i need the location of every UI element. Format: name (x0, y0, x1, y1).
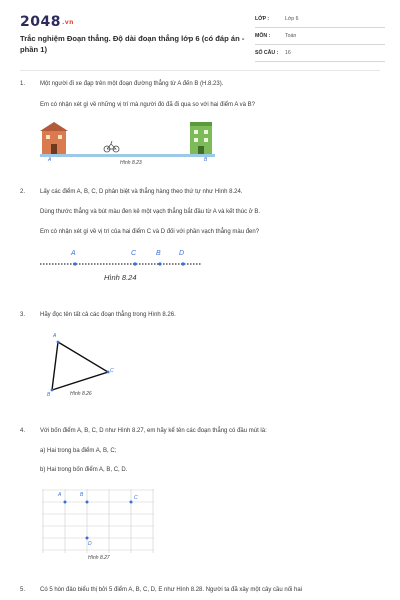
point-label-b: B (47, 392, 51, 398)
triangle-abc (52, 342, 108, 390)
point-c-dot (107, 371, 110, 374)
logo-suffix: .vn (61, 18, 74, 26)
question-text: Dùng thước thẳng và bút màu đen kẻ một vạch thẳng bắt đầu từ A và kết thúc ở B. (40, 209, 261, 215)
point-label-a: A (58, 492, 62, 498)
question-text: Lấy các điểm A, B, C, D phân biệt và thẳng hàng theo thứ tự như Hình 8.24. (40, 189, 243, 195)
figure-caption: Hình 8.23 (120, 160, 142, 166)
point-label-a: A (53, 333, 57, 339)
question-text: a) Hai trong ba điểm A, B, C; (40, 448, 117, 454)
logo-main: 2048 (20, 14, 61, 30)
bicycle-icon (104, 141, 119, 152)
question-text: b) Hai trong bốn điểm A, B, C, D. (40, 467, 128, 473)
header-divider (20, 70, 380, 71)
meta-value: Lớp 6 (285, 16, 299, 22)
figure-caption: Hình 8.26 (70, 391, 92, 397)
figure-8-24 (40, 250, 210, 288)
site-logo[interactable] (20, 14, 74, 30)
point-c-dot (133, 262, 136, 265)
question-text: Có 5 hòn đảo biểu thị bởi 5 điểm A, B, C, D, E như Hình 8.28. Người ta đã xây một cây cầu nối hai (40, 587, 303, 593)
point-b-dot (86, 501, 89, 504)
meta-label: SỐ CÂU : (255, 50, 279, 56)
question-number: 4. (20, 428, 26, 434)
point-label-c: C (131, 250, 137, 257)
point-label-c: C (110, 368, 114, 374)
figure-caption: Hình 8.24 (104, 273, 137, 282)
point-label-d: D (179, 250, 185, 257)
road-line (40, 154, 215, 157)
point-d-dot (181, 262, 184, 265)
building-icon (190, 122, 212, 154)
point-c-dot (130, 501, 133, 504)
meta-value: 16 (285, 50, 291, 56)
point-b-dot (158, 262, 161, 265)
meta-label: LỚP : (255, 16, 270, 22)
meta-row-count (255, 48, 385, 62)
question-text: Một người đi xe đạp trên một đoạn đường thẳng từ A đến B (H.8.23). (40, 81, 224, 87)
question-number: 2. (20, 189, 26, 195)
page-header (0, 0, 400, 64)
meta-row-class (255, 14, 385, 28)
point-d-dot (86, 537, 89, 540)
question-number: 5. (20, 587, 26, 593)
point-a-dot (64, 501, 67, 504)
meta-label: MÔN : (255, 33, 271, 39)
meta-value: Toán (285, 33, 297, 39)
school-icon (40, 122, 68, 154)
point-label-a: A (48, 157, 52, 163)
question-text: Với bốn điểm A, B, C, D như Hình 8.27, em hãy kể tên các đoạn thẳng có đầu mút là: (40, 428, 267, 434)
point-b-dot (51, 389, 54, 392)
figure-8-26 (44, 332, 124, 402)
point-label-b: B (80, 492, 84, 498)
point-label-b: B (156, 250, 161, 257)
document-title: Trắc nghiệm Đoạn thẳng. Độ dài đoạn thẳng lớp 6 (có đáp án - phần 1) (20, 34, 245, 54)
point-label-a: A (71, 250, 76, 257)
question-text: Hãy đọc tên tất cả các đoạn thẳng trong Hình 8.26. (40, 312, 176, 318)
question-text: Em có nhận xét gì về vị trí của hai điểm C và D đối với phần vạch thẳng màu đen? (40, 229, 260, 235)
point-label-b: B (204, 157, 208, 163)
meta-row-subject (255, 31, 385, 45)
point-a-dot (57, 341, 60, 344)
point-a-dot (73, 262, 76, 265)
point-label-c: C (134, 495, 138, 501)
question-number: 3. (20, 312, 26, 318)
question-text: Em có nhận xét gì về những vị trí mà người đó đã đi qua so với hai điểm A và B? (40, 102, 256, 108)
figure-caption: Hình 8.27 (88, 555, 110, 561)
meta-table (255, 14, 385, 65)
figure-8-27 (42, 489, 154, 565)
collinear-points-diagram (40, 250, 210, 270)
question-number: 1. (20, 81, 26, 87)
figure-8-23 (40, 120, 220, 170)
point-label-d: D (88, 541, 92, 547)
